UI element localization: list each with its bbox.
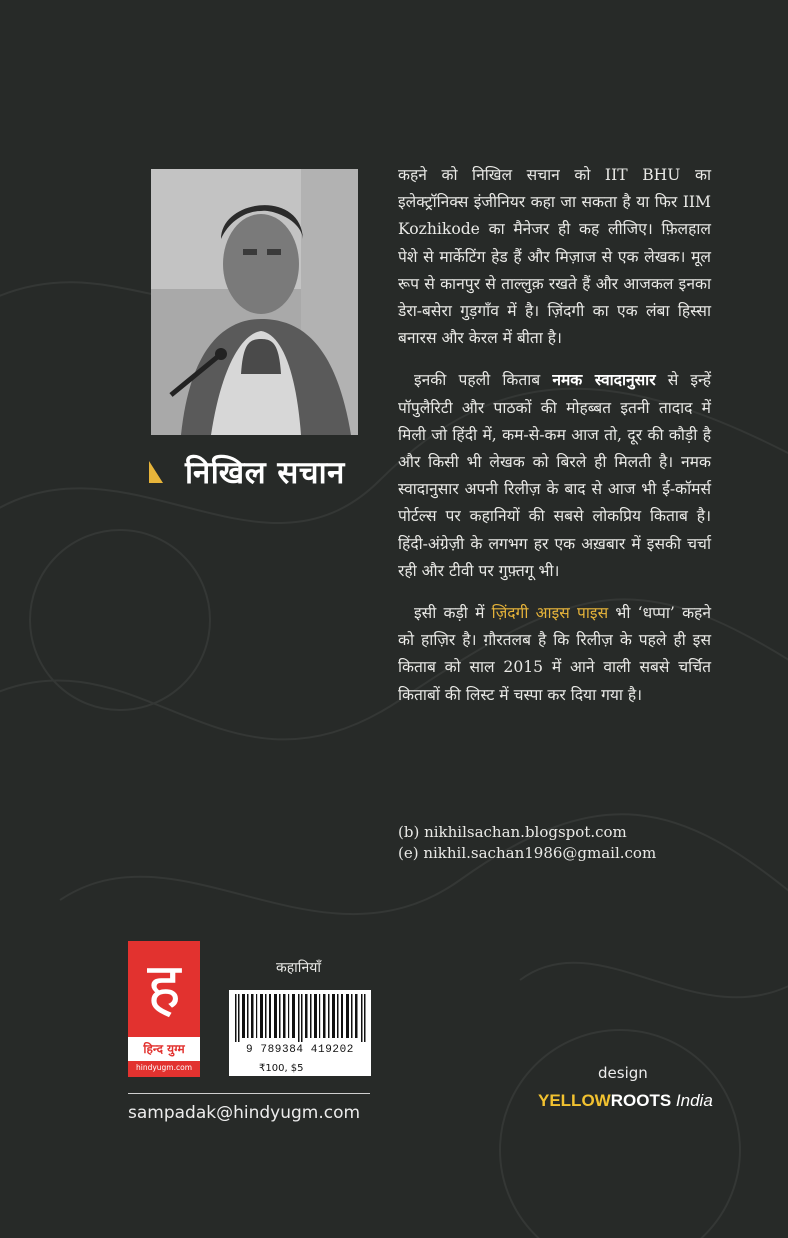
bio-text: इनकी पहली किताब xyxy=(414,371,553,390)
bio-paragraph-2 xyxy=(398,367,711,585)
isbn-number: 9 789384 419202 xyxy=(245,1044,355,1056)
bio-text: भी ‘धप्पा’ कहने को हाज़िर है। ग़ौरतलब है कि रिलीज़ के पहले ही इस किताब को साल 2015 में आने वाली सबसे चर्चित किताबों की लिस्ट में चस्पा कर दिया गया है। xyxy=(398,604,711,704)
author-bio xyxy=(398,162,711,724)
bio-paragraph-3 xyxy=(398,600,711,709)
author-email-link[interactable]: (e) nikhil.sachan1986@gmail.com xyxy=(398,844,657,862)
bio-text: से इन्हें पॉपुलैरिटी और पाठकों की मोहब्बत इतनी तादाद में मिली जो हिंदी में, कम-से-कम आज तो, दूर की कौड़ी है और किसी भी लेखक को बिरले ही मिलती है। नमक स्वादानुसार अपनी रिलीज़ के बाद से आज भी ई-कॉमर्स पोर्टल्स पर कहानियों की सबसे लोकप्रिय किताब है। हिंदी-अंग्रेज़ी के लगभग हर एक अख़बार में इसकी चर्चा रही और टीवी पर गुफ़्तगू भी। xyxy=(398,371,711,580)
author-name: निखिल सचान xyxy=(185,455,345,491)
book-title-zindagi-ice-pice: ज़िंदगी आइस पाइस xyxy=(491,604,609,623)
divider xyxy=(128,1093,370,1094)
bio-text: इसी कड़ी में xyxy=(414,604,492,623)
publisher-name: हिन्द युग्म xyxy=(128,1037,200,1061)
designer-yellow: YELLOW xyxy=(538,1091,611,1110)
barcode-bars xyxy=(233,994,367,1042)
designer-roots: ROOTS xyxy=(610,1091,672,1110)
publisher-email[interactable]: sampadak@hindyugm.com xyxy=(128,1103,361,1123)
author-photo xyxy=(151,169,358,435)
triangle-marker-icon xyxy=(149,461,163,483)
publisher-url: hindyugm.com xyxy=(135,1063,192,1072)
author-links xyxy=(398,822,656,864)
hindyugm-logo xyxy=(128,941,200,1077)
designer-india: India xyxy=(675,1091,713,1110)
author-heading xyxy=(149,452,345,492)
genre-label: कहानियाँ xyxy=(276,960,321,976)
publisher-glyph: ह xyxy=(147,950,181,1024)
price-label: ₹100, $5 xyxy=(229,1062,371,1076)
blog-link[interactable]: (b) nikhilsachan.blogspot.com xyxy=(398,823,627,841)
designer-logo xyxy=(538,1091,713,1111)
isbn-barcode xyxy=(229,990,371,1062)
book-title-namak-swadanusar: नमक स्वादानुसार xyxy=(552,371,656,390)
design-credit-label: design xyxy=(598,1064,648,1082)
bio-paragraph-1: कहने को निखिल सचान को IIT BHU का इलेक्ट्रॉनिक्स इंजीनियर कहा जा सकता है या फिर IIM Kozhikode का मैनेजर ही कह लीजिए। फ़िलहाल पेशे से मार्केटिंग हेड हैं और मिज़ाज से एक लेखक। मूल रूप से कानपुर से ताल्लुक़ रखते हैं और आजकल इनका डेरा-बसेरा गुड़गाँव में है। ज़िंदगी का एक लंबा हिस्सा बनारस और केरल में बीता है। xyxy=(398,166,711,348)
